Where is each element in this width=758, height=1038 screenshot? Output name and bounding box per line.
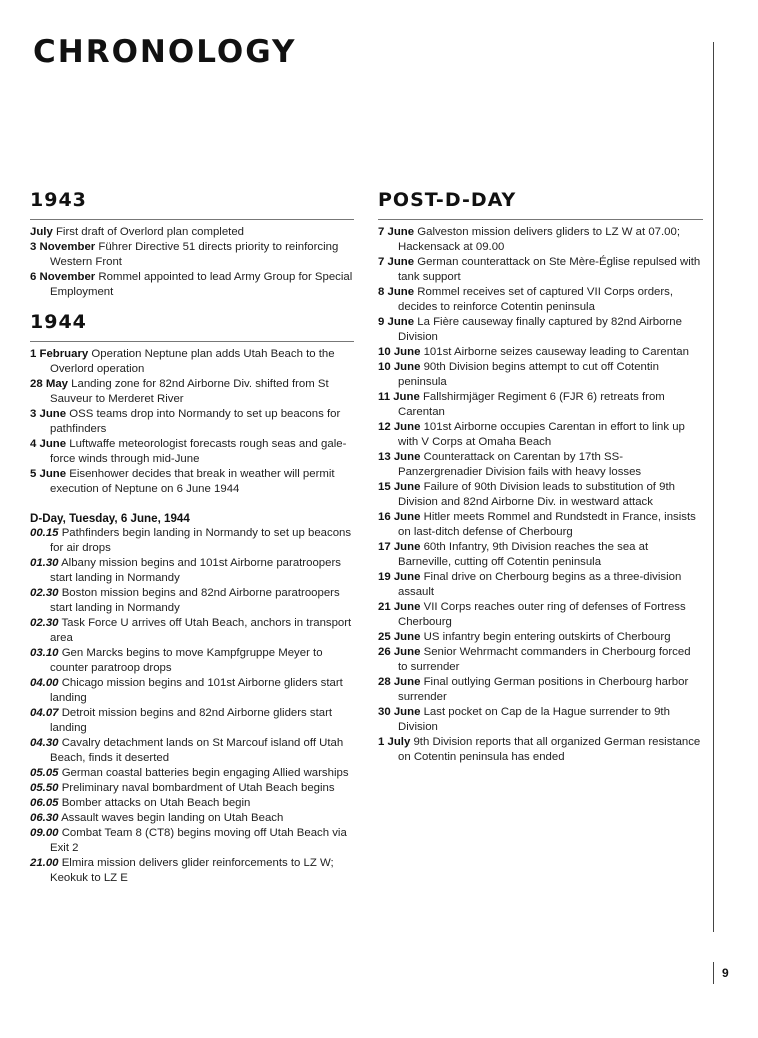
entry-date: 7 June [378,226,415,238]
entry-text: Landing zone for 82nd Airborne Div. shifted from St Sauveur to Merderet River [50,378,329,405]
entry-text: OSS teams drop into Normandy to set up beacons for pathfinders [50,408,341,435]
chronology-entry [378,675,703,705]
entry-text: Galveston mission delivers gliders to LZ W at 07.00; Hackensack at 09.00 [398,226,680,253]
entry-text: 101st Airborne occupies Carentan in effort to link up with V Corps at Omaha Beach [398,421,685,448]
entry-text: 90th Division begins attempt to cut off Cotentin peninsula [398,361,659,388]
entry-date: 10 June [378,361,421,373]
chronology-entry [30,467,354,497]
entry-date: 04.07 [30,707,59,719]
entry-date: 10 June [378,346,421,358]
entry-date: 13 June [378,451,421,463]
entry-date: 00.15 [30,527,59,539]
entry-text: VII Corps reaches outer ring of defenses of Fortress Cherbourg [398,601,686,628]
entry-text: Final outlying German positions in Cherbourg harbor surrender [398,676,689,703]
chronology-entry [378,705,703,735]
entry-text: Fallshirmjäger Regiment 6 (FJR 6) retreats from Carentan [398,391,665,418]
entries-post-dday [378,225,703,765]
entries-1943 [30,225,354,300]
chronology-entry [30,796,354,811]
entry-date: 15 June [378,481,421,493]
chronology-entry [30,766,354,781]
entries-dday [30,526,354,886]
entry-date: 9 June [378,316,415,328]
section-heading-post-dday: POST-D-DAY [378,189,517,211]
chronology-entry [378,450,703,480]
chronology-entry [378,735,703,765]
chronology-entry [378,480,703,510]
entry-text: Elmira mission delivers glider reinforcements to LZ W; Keokuk to LZ E [50,857,334,884]
chronology-entry [30,706,354,736]
entry-text: Chicago mission begins and 101st Airborne gliders start landing [50,677,343,704]
entry-date: 6 November [30,271,96,283]
chronology-entry [30,270,354,300]
page-number: 9 [722,966,729,980]
entry-date: 26 June [378,646,421,658]
chronology-entry [378,360,703,390]
chronology-entry [378,225,703,255]
chronology-entry [30,856,354,886]
entry-text: La Fière causeway finally captured by 82nd Airborne Division [398,316,682,343]
dday-subheading: D-Day, Tuesday, 6 June, 1944 [30,512,190,525]
entry-date: 03.10 [30,647,59,659]
right-column [378,188,703,765]
entry-text: 9th Division reports that all organized German resistance on Cotentin peninsula has ended [398,736,701,763]
entry-date: 05.50 [30,782,59,794]
entry-date: 16 June [378,511,421,523]
entry-date: 7 June [378,256,415,268]
entry-date: 02.30 [30,617,59,629]
entry-date: 09.00 [30,827,59,839]
entry-date: 21.00 [30,857,59,869]
entries-1944 [30,347,354,497]
entry-date: 1 February [30,348,89,360]
section-rule [30,341,354,342]
entry-date: 5 June [30,468,67,480]
entry-text: Senior Wehrmacht commanders in Cherbourg forced to surrender [398,646,691,673]
entry-text: Preliminary naval bombardment of Utah Beach begins [61,782,335,794]
entry-date: 8 June [378,286,415,298]
entry-date: 4 June [30,438,67,450]
chronology-entry [378,285,703,315]
entry-date: 25 June [378,631,421,643]
entry-date: 30 June [378,706,421,718]
entry-date: 19 June [378,571,421,583]
entry-text: US infantry begin entering outskirts of Cherbourg [423,631,671,643]
page-margin-rule [713,42,714,932]
chronology-entry [30,676,354,706]
page-number-rule [713,962,714,984]
chronology-entry [30,225,354,240]
entry-date: 21 June [378,601,421,613]
entry-text: Rommel receives set of captured VII Corps orders, decides to reinforce Cotentin peninsula [398,286,674,313]
entry-text: Eisenhower decides that break in weather will permit execution of Neptune on 6 June 1944 [50,468,335,495]
chronology-entry [378,645,703,675]
chronology-entry [30,347,354,377]
entry-text: 60th Infantry, 9th Division reaches the sea at Barneville, cutting off Cotentin peninsula [398,541,649,568]
entry-text: 101st Airborne seizes causeway leading to Carentan [423,346,689,358]
entry-date: 17 June [378,541,421,553]
chronology-entry [30,377,354,407]
entry-text: Albany mission begins and 101st Airborne paratroopers start landing in Normandy [50,557,341,584]
entry-date: 12 June [378,421,421,433]
entry-text: Task Force U arrives off Utah Beach, anchors in transport area [50,617,352,644]
entry-text: Hitler meets Rommel and Rundstedt in France, insists on last-ditch defense of Cherbourg [398,511,696,538]
section-heading-1944: 1944 [30,311,87,333]
chronology-entry [378,420,703,450]
entry-date: 04.00 [30,677,59,689]
entry-text: Rommel appointed to lead Army Group for Special Employment [50,271,353,298]
entry-date: 11 June [378,391,420,403]
chronology-entry [30,616,354,646]
entry-text: Combat Team 8 (CT8) begins moving off Utah Beach via Exit 2 [50,827,347,854]
chronology-entry [30,811,354,826]
chronology-entry [30,586,354,616]
entry-date: 06.30 [30,812,59,824]
chronology-entry [30,407,354,437]
section-heading-1943: 1943 [30,189,87,211]
entry-text: Final drive on Cherbourg begins as a three-division assault [398,571,682,598]
entry-date: 28 June [378,676,421,688]
chronology-entry [378,510,703,540]
chronology-entry [378,600,703,630]
entry-text: Assault waves begin landing on Utah Beach [61,812,284,824]
entry-text: Luftwaffe meteorologist forecasts rough seas and gale-force winds through mid-June [50,438,347,465]
entry-text: Boston mission begins and 82nd Airborne paratroopers start landing in Normandy [50,587,340,614]
chronology-entry [30,556,354,586]
chronology-entry [378,630,703,645]
chronology-entry [378,570,703,600]
chronology-entry [30,526,354,556]
section-rule [30,219,354,220]
section-rule [378,219,703,220]
chronology-entry [378,255,703,285]
entry-date: 04.30 [30,737,59,749]
chronology-entry [378,390,703,420]
entry-date: 02.30 [30,587,59,599]
entry-date: July [30,226,53,238]
entry-text: Last pocket on Cap de la Hague surrender to 9th Division [398,706,670,733]
chronology-entry [30,437,354,467]
entry-text: Failure of 90th Division leads to substitution of 9th Division and 82nd Airborne Div. in westward attack [398,481,675,508]
chronology-entry [30,240,354,270]
entry-date: 1 July [378,736,411,748]
chronology-entry [378,540,703,570]
entry-text: Pathfinders begin landing in Normandy to set up beacons for air drops [50,527,352,554]
entry-date: 3 November [30,241,96,253]
left-column [30,188,354,886]
entry-date: 3 June [30,408,67,420]
chronology-entry [30,781,354,796]
chronology-entry [378,315,703,345]
entry-text: German counterattack on Ste Mère-Église repulsed with tank support [398,256,701,283]
entry-date: 05.05 [30,767,59,779]
chronology-entry [30,736,354,766]
entry-date: 28 May [30,378,68,390]
entry-text: Counterattack on Carentan by 17th SS-Panzergrenadier Division fails with heavy losses [398,451,642,478]
page-title: CHRONOLOGY [33,34,297,70]
chronology-entry [30,646,354,676]
entry-text: Führer Directive 51 directs priority to reinforcing Western Front [50,241,339,268]
entry-text: First draft of Overlord plan completed [55,226,244,238]
entry-text: German coastal batteries begin engaging Allied warships [61,767,349,779]
entry-text: Bomber attacks on Utah Beach begin [61,797,251,809]
chronology-entry [378,345,703,360]
entry-date: 06.05 [30,797,59,809]
entry-text: Operation Neptune plan adds Utah Beach to the Overlord operation [50,348,335,375]
entry-date: 01.30 [30,557,59,569]
entry-text: Gen Marcks begins to move Kampfgruppe Meyer to counter paratroop drops [50,647,323,674]
chronology-entry [30,826,354,856]
entry-text: Cavalry detachment lands on St Marcouf island off Utah Beach, finds it deserted [50,737,344,764]
entry-text: Detroit mission begins and 82nd Airborne gliders start landing [50,707,333,734]
